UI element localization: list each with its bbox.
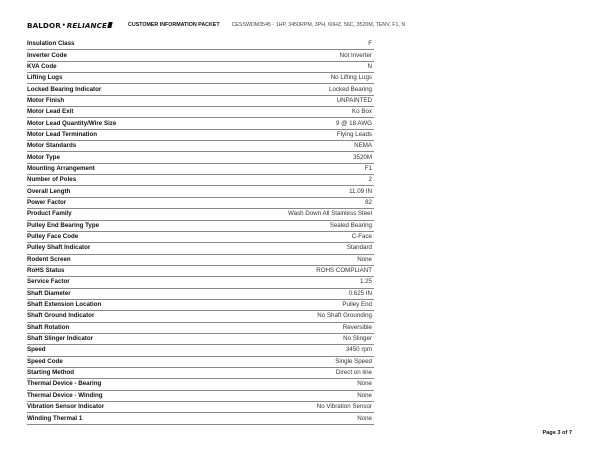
table-row	[27, 367, 374, 378]
table-row	[27, 288, 374, 299]
logo-reliance-text: RELIANCE	[66, 20, 108, 30]
spec-label: Motor Finish	[27, 95, 206, 106]
page-number: Page 3 of 7	[542, 430, 572, 436]
spec-value: NEMA	[206, 141, 374, 152]
spec-value: Single Speed	[206, 356, 374, 367]
specification-table-body	[27, 39, 374, 424]
table-row	[27, 379, 374, 390]
spec-value: Pulley End	[206, 299, 374, 310]
spec-label: Shaft Extension Location	[27, 299, 206, 310]
spec-value: C-Face	[206, 231, 374, 242]
table-row	[27, 39, 374, 50]
table-row	[27, 73, 374, 84]
spec-label: RoHS Status	[27, 265, 206, 276]
table-row	[27, 390, 374, 401]
spec-value: No Lifting Lugs	[206, 73, 374, 84]
table-row	[27, 243, 374, 254]
table-row	[27, 61, 374, 72]
table-row	[27, 413, 374, 424]
spec-label: Overall Length	[27, 186, 206, 197]
spec-label: Shaft Ground Indicator	[27, 311, 206, 322]
table-row	[27, 345, 374, 356]
spec-value: ROHS COMPLIANT	[206, 265, 374, 276]
spec-value: Flying Leads	[206, 129, 374, 140]
spec-label: Thermal Device - Winding	[27, 390, 206, 401]
spec-label: Speed	[27, 345, 206, 356]
table-row	[27, 50, 374, 61]
table-row	[27, 333, 374, 344]
spec-value: 11.09 IN	[206, 186, 374, 197]
spec-value: None	[206, 413, 374, 424]
table-row	[27, 311, 374, 322]
spec-value: No Shaft Grounding	[206, 311, 374, 322]
spec-value: 0.625 IN	[206, 288, 374, 299]
spec-label: Thermal Device - Bearing	[27, 379, 206, 390]
spec-value: Ko Box	[206, 107, 374, 118]
spec-value: 3450 rpm	[206, 345, 374, 356]
table-row	[27, 277, 374, 288]
spec-value: Direct on line	[206, 367, 374, 378]
spec-label: Shaft Rotation	[27, 322, 206, 333]
table-row	[27, 186, 374, 197]
spec-value: 3520M	[206, 152, 374, 163]
spec-value: Wash Down All Stainless Steel	[206, 209, 374, 220]
spec-label: Vibration Sensor Indicator	[27, 402, 206, 413]
spec-value: Standard	[206, 243, 374, 254]
spec-value: None	[206, 254, 374, 265]
spec-label: Pulley Shaft Indicator	[27, 243, 206, 254]
spec-value: F1	[206, 163, 374, 174]
spec-label: Lifting Lugs	[27, 73, 206, 84]
table-row	[27, 322, 374, 333]
table-row	[27, 231, 374, 242]
packet-title: CUSTOMER INFORMATION PACKET	[128, 22, 220, 28]
spec-label: Locked Bearing Indicator	[27, 84, 206, 95]
spec-label: Motor Lead Termination	[27, 129, 206, 140]
spec-value: UNPAINTED	[206, 95, 374, 106]
spec-value: 82	[206, 197, 374, 208]
table-row	[27, 402, 374, 413]
table-row	[27, 209, 374, 220]
spec-value: F	[206, 39, 374, 50]
spec-value: Reversible	[206, 322, 374, 333]
spec-label: Motor Lead Exit	[27, 107, 206, 118]
spec-label: Pulley Face Code	[27, 231, 206, 242]
logo-baldor-text: BALDOR	[27, 20, 61, 30]
table-row	[27, 107, 374, 118]
spec-value: None	[206, 390, 374, 401]
spec-value: No Vibration Sensor	[206, 402, 374, 413]
page-header	[27, 19, 405, 31]
spec-label: Insulation Class	[27, 39, 206, 50]
spec-label: Rodent Screen	[27, 254, 206, 265]
spec-label: Pulley End Bearing Type	[27, 220, 206, 231]
spec-label: Product Family	[27, 209, 206, 220]
spec-label: Shaft Diameter	[27, 288, 206, 299]
spec-label: Mounting Arrangement	[27, 163, 206, 174]
logo-mark-icon	[107, 22, 112, 28]
specification-table	[27, 39, 374, 425]
spec-label: Motor Type	[27, 152, 206, 163]
spec-label: Shaft Slinger Indicator	[27, 333, 206, 344]
table-row	[27, 254, 374, 265]
spec-value: No Slinger	[206, 333, 374, 344]
table-row	[27, 95, 374, 106]
product-description: CESSWDM3545 - 1HP, 3450RPM, 3PH, 60HZ, 56C, 3520M, TENV, F1, N	[231, 22, 406, 28]
table-row	[27, 163, 374, 174]
spec-label: Winding Thermal 1	[27, 413, 206, 424]
spec-label: Motor Standards	[27, 141, 206, 152]
table-row	[27, 175, 374, 186]
spec-label: Number of Poles	[27, 175, 206, 186]
spec-label: KVA Code	[27, 61, 206, 72]
table-row	[27, 118, 374, 129]
spec-value: Sealed Bearing	[206, 220, 374, 231]
table-row	[27, 299, 374, 310]
table-row	[27, 129, 374, 140]
table-row	[27, 220, 374, 231]
spec-value: 9 @ 18 AWG	[206, 118, 374, 129]
spec-label: Power Factor	[27, 197, 206, 208]
spec-label: Speed Code	[27, 356, 206, 367]
table-row	[27, 265, 374, 276]
baldor-reliance-logo	[27, 21, 112, 30]
table-row	[27, 141, 374, 152]
spec-value: Not Inverter	[206, 50, 374, 61]
spec-value: 2	[206, 175, 374, 186]
spec-value: Locked Bearing	[206, 84, 374, 95]
spec-label: Motor Lead Quantity/Wire Size	[27, 118, 206, 129]
table-row	[27, 84, 374, 95]
logo-separator: •	[61, 21, 66, 29]
spec-value: N	[206, 61, 374, 72]
table-row	[27, 356, 374, 367]
spec-label: Inverter Code	[27, 50, 206, 61]
spec-label: Starting Method	[27, 367, 206, 378]
spec-label: Service Factor	[27, 277, 206, 288]
spec-value: 1.25	[206, 277, 374, 288]
spec-value: None	[206, 379, 374, 390]
table-row	[27, 197, 374, 208]
table-row	[27, 152, 374, 163]
